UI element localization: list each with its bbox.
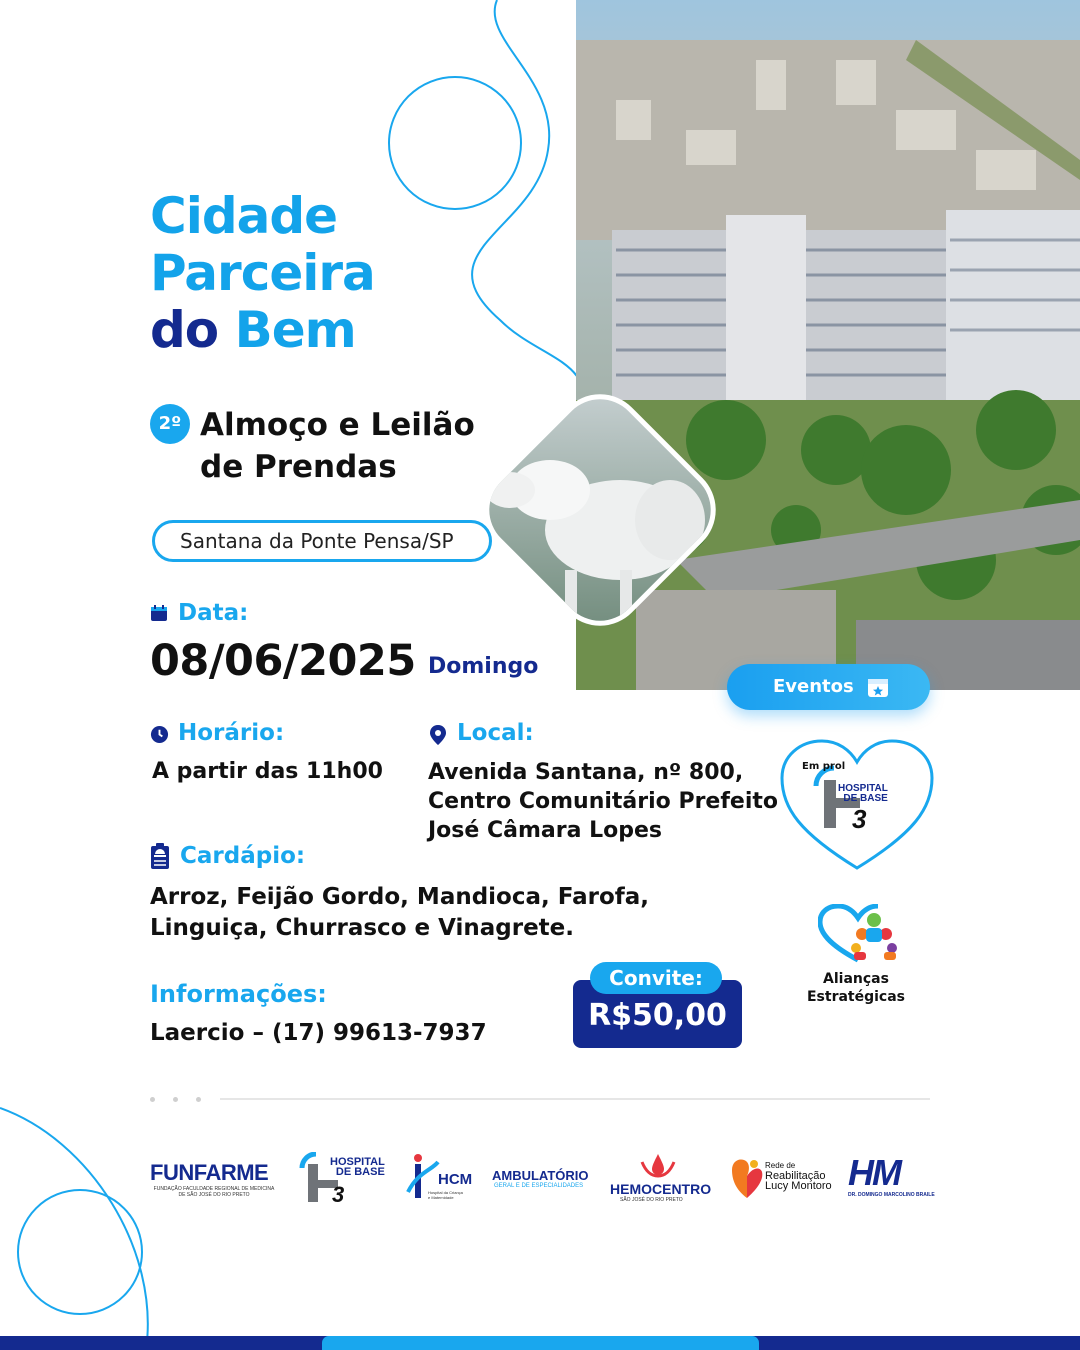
menu-label: Cardápio: <box>180 843 306 869</box>
page-title <box>150 188 375 359</box>
hcm-sub-line-2: e Maternidade <box>428 1195 454 1200</box>
menu-line-2: Linguiça, Churrasco e Vinagrete. <box>150 915 575 941</box>
clock-icon <box>150 725 169 744</box>
time-label: Horário: <box>178 720 285 746</box>
title-line-2: Parceira <box>150 244 375 302</box>
city-label: Santana da Ponte Pensa/SP <box>180 529 454 553</box>
aliancas-line-1: Alianças <box>823 971 889 987</box>
ambulatorio-sub: GERAL E DE ESPECIALIDADES <box>494 1183 584 1189</box>
menu-line-1: Arroz, Feijão Gordo, Mandioca, Farofa, <box>150 884 650 910</box>
cattle-photo <box>470 380 730 640</box>
title-line-3b: Bem <box>234 301 356 359</box>
location-label: Local: <box>457 720 534 746</box>
hcm-sub <box>428 1190 463 1200</box>
location-line-3: José Câmara Lopes <box>428 818 662 843</box>
hospital-badge-name-line-2: DE BASE <box>843 793 888 804</box>
hospital-badge-name <box>838 784 888 804</box>
time-value: A partir das 11h00 <box>152 759 383 784</box>
event-title-line-1: Almoço e Leilão <box>200 407 475 443</box>
hospital-base-line-2: DE BASE <box>335 1166 385 1178</box>
aliancas-line-2: Estratégicas <box>806 989 906 1005</box>
funfarme-sub-line-2: DE SÃO JOSÉ DO RIO PRETO <box>178 1192 250 1198</box>
lucy-line-3: Lucy Montoro <box>765 1180 832 1192</box>
divider-dot <box>173 1097 178 1102</box>
funfarme-sub-line-1: FUNDAÇÃO FACULDADE REGIONAL DE MEDICINA <box>153 1186 275 1192</box>
edition-badge: 2º <box>150 404 190 444</box>
hospital-badge-name-line-1: HOSPITAL <box>838 783 888 794</box>
hemocentro-name: HEMOCENTRO <box>610 1181 712 1197</box>
funfarme-sub <box>150 1186 278 1198</box>
location-address <box>428 758 778 845</box>
menu-clipboard-icon <box>150 842 170 870</box>
hospital-base-line-1: HOSPITAL <box>330 1156 385 1168</box>
funfarme-logo <box>150 1160 278 1198</box>
aliancas-text <box>800 970 912 1006</box>
lucy-line-2: Reabilitação <box>765 1170 826 1182</box>
title-line-1: Cidade <box>150 187 338 245</box>
divider-dot <box>196 1097 201 1102</box>
svg-text:3: 3 <box>852 804 867 834</box>
location-line-1: Avenida Santana, nº 800, <box>428 760 744 785</box>
title-line-3a: do <box>150 301 219 359</box>
invite-label: Convite: <box>590 962 722 994</box>
hemocentro-sub: SÃO JOSÉ DO RIO PRETO <box>620 1197 683 1203</box>
divider-dot <box>150 1097 155 1102</box>
hospital-badge-prefix: Em prol <box>802 761 846 772</box>
event-title-line-2: de Prendas <box>200 449 397 485</box>
hospital-base-logo-name <box>330 1157 385 1177</box>
info-contact: Laercio – (17) 99613-7937 <box>150 1020 487 1046</box>
hm-sub: DR. DOMINGO MARCOLINO BRAILE <box>848 1192 935 1198</box>
calendar-icon <box>150 604 168 622</box>
location-line-2: Centro Comunitário Prefeito <box>428 789 779 814</box>
eventos-button-label: Eventos <box>773 676 854 697</box>
bottom-bar-accent <box>322 1336 759 1350</box>
ambulatorio-name: AMBULATÓRIO <box>492 1168 589 1183</box>
lucy-montoro-logo-mark <box>730 1156 764 1200</box>
hcm-name: HCM <box>438 1171 473 1188</box>
date-label: Data: <box>178 600 249 626</box>
hcm-sub-line-1: Hospital da Criança <box>428 1190 463 1195</box>
lucy-line-1: Rede de <box>765 1161 796 1170</box>
calendar-star-icon <box>867 676 889 698</box>
aliancas-logo <box>818 904 902 964</box>
hemocentro-drop-icon <box>640 1152 676 1178</box>
info-label: Informações: <box>150 980 327 1008</box>
event-title <box>200 404 475 488</box>
hospital-heart-badge <box>780 738 934 874</box>
funfarme-name: FUNFARME <box>150 1160 269 1185</box>
lucy-montoro-text <box>765 1161 832 1191</box>
location-pin-icon <box>429 724 447 746</box>
weekday: Domingo <box>428 654 539 679</box>
divider-line <box>220 1098 930 1100</box>
svg-text:3: 3 <box>332 1182 345 1204</box>
date-value: 08/06/2025 <box>150 636 416 686</box>
hm-name: HM <box>848 1152 900 1193</box>
invite-price: R$50,00 <box>588 998 727 1033</box>
menu-items <box>150 882 649 944</box>
